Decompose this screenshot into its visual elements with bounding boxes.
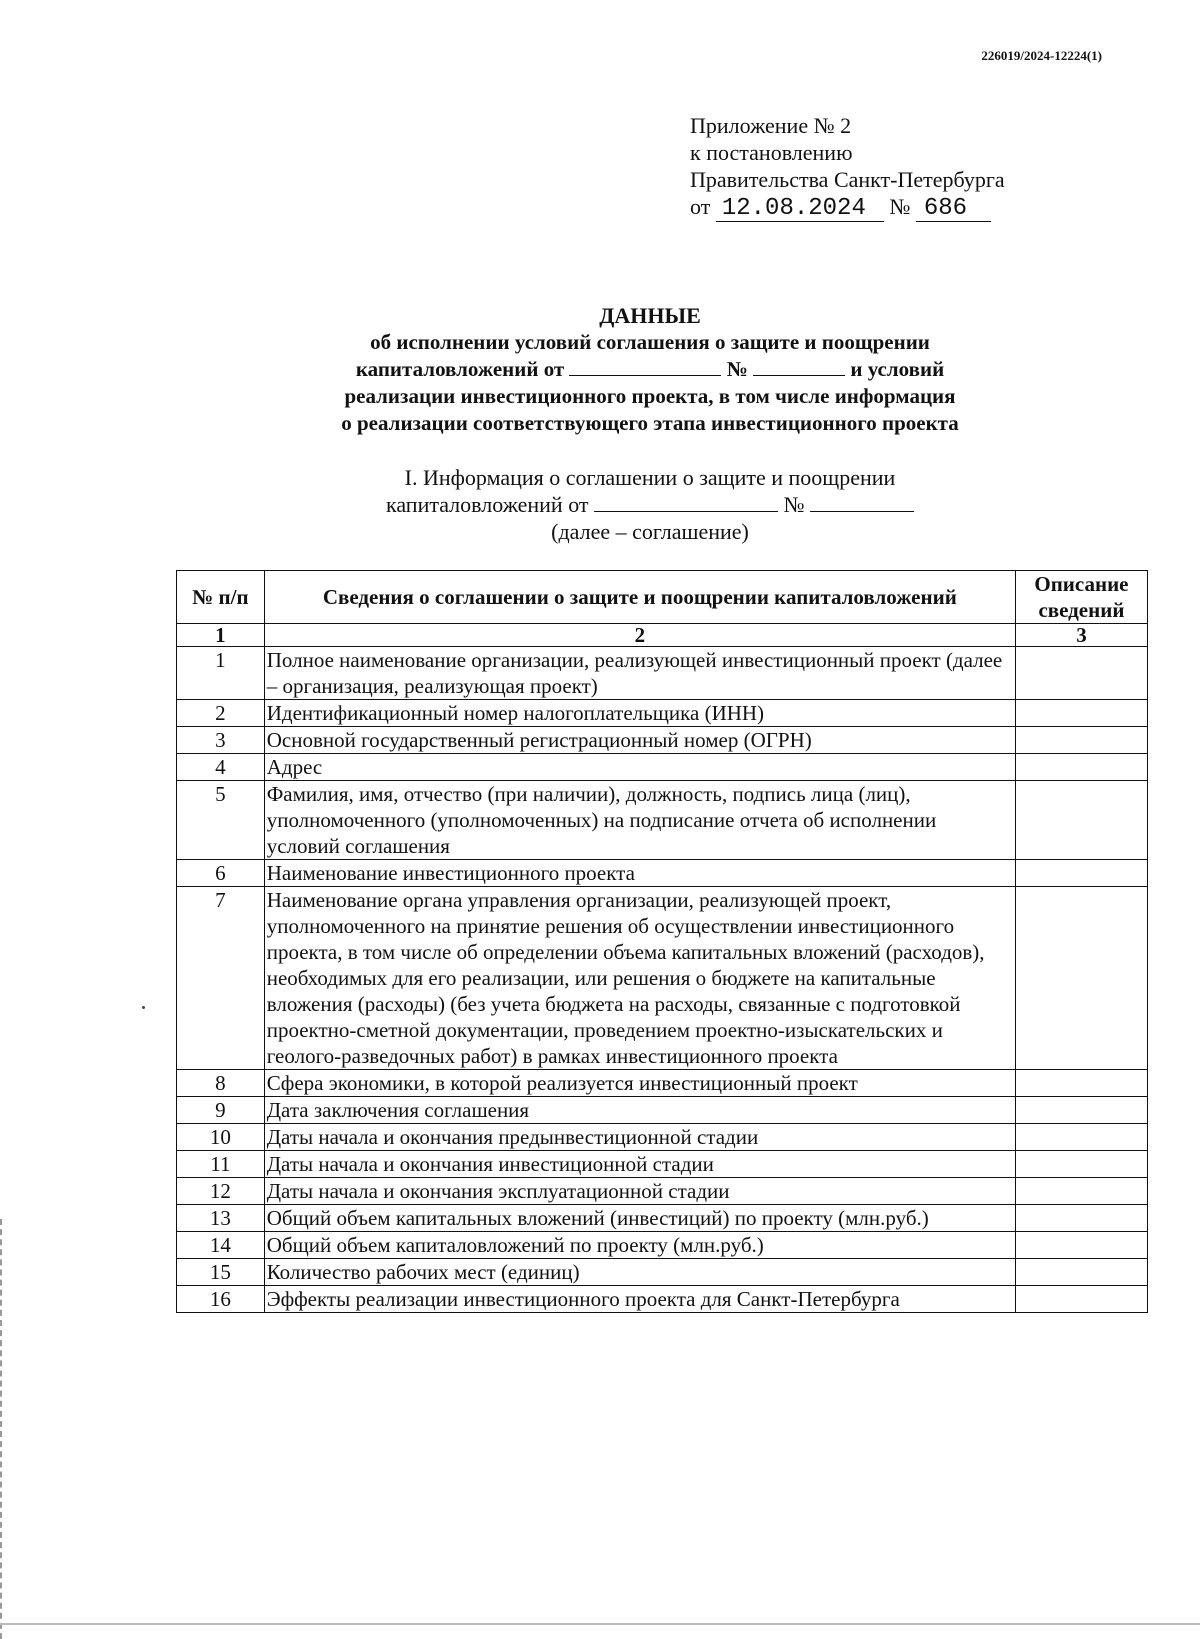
row-number: 15: [177, 1259, 265, 1286]
table-row: [177, 754, 1148, 781]
scan-speck: [142, 1006, 145, 1009]
row-value-cell: [1015, 647, 1147, 700]
section-line-2: [170, 491, 1130, 518]
row-description: Сфера экономики, в которой реализуется инвестиционный проект: [264, 1070, 1015, 1097]
date-prefix: от: [690, 194, 711, 219]
table-row: [177, 1070, 1148, 1097]
table-row: [177, 647, 1148, 700]
resolution-date: 12.08.2024: [716, 197, 884, 222]
row-description: Полное наименование организации, реализующей инвестиционный проект (далее – организация, реализующая проект): [264, 647, 1015, 700]
table-row: [177, 700, 1148, 727]
column-number-2: 2: [264, 624, 1015, 647]
row-number: 5: [177, 781, 265, 860]
column-number-row: [177, 624, 1148, 647]
resolution-number: 686: [916, 197, 991, 222]
row-number: 13: [177, 1205, 265, 1232]
scan-edge: [0, 1219, 4, 1639]
row-description: Основной государственный регистрационный номер (ОГРН): [264, 727, 1015, 754]
row-value-cell: [1015, 1124, 1147, 1151]
title-line-1: об исполнении условий соглашения о защите и поощрении: [370, 330, 930, 354]
row-description: Эффекты реализации инвестиционного проекта для Санкт-Петербурга: [264, 1286, 1015, 1313]
table-row: [177, 1124, 1148, 1151]
table-row: [177, 1097, 1148, 1124]
appendix-line-2: к постановлению: [690, 140, 853, 165]
row-value-cell: [1015, 781, 1147, 860]
row-number: 11: [177, 1151, 265, 1178]
table-header-row: [177, 571, 1148, 624]
row-description: Наименование инвестиционного проекта: [264, 860, 1015, 887]
row-value-cell: [1015, 887, 1147, 1070]
appendix-header: [690, 112, 1005, 222]
row-number: 9: [177, 1097, 265, 1124]
table-row: [177, 781, 1148, 860]
row-description: Наименование органа управления организации, реализующей проект, уполномоченного на принятие решения об осуществлении инвестиционного проекта, в том числе об определении объема капитальных вложений (расходов), необходимых для его реализации, или решения о бюджете на капитальные вложения (расходы) (без учета бюджета на расходы, связанные с подготовкой проектно-сметной документации, проведением проектно-изыскательских и геолого-разведочных работ) в рамках инвестиционного проекта: [264, 887, 1015, 1070]
title-line-4: о реализации соответствующего этапа инвестиционного проекта: [341, 411, 959, 435]
row-number: 8: [177, 1070, 265, 1097]
title-line-2-c: и условий: [850, 357, 945, 381]
section-line-2-b: №: [783, 492, 805, 517]
document-registration-code: 226019/2024-12224(1): [981, 48, 1102, 63]
row-number: 3: [177, 727, 265, 754]
header-value: Описание сведений: [1015, 571, 1147, 624]
row-value-cell: [1015, 1070, 1147, 1097]
row-description: Общий объем капиталовложений по проекту (млн.руб.): [264, 1232, 1015, 1259]
table-row: [177, 1232, 1148, 1259]
row-number: 10: [177, 1124, 265, 1151]
section-heading: [170, 464, 1130, 545]
title-line-2: [170, 356, 1130, 383]
agreement-number-blank: [753, 357, 845, 376]
document-title: [170, 302, 1130, 437]
table-body: [177, 624, 1148, 1313]
agreement-info-table: [176, 570, 1148, 1313]
column-number-1: 1: [177, 624, 265, 647]
title-line-2-a: капиталовложений от: [355, 357, 565, 381]
row-number: 12: [177, 1178, 265, 1205]
table-row: [177, 1205, 1148, 1232]
table-row: [177, 887, 1148, 1070]
row-description: Количество рабочих мест (единиц): [264, 1259, 1015, 1286]
row-value-cell: [1015, 754, 1147, 781]
row-description: Общий объем капитальных вложений (инвестиций) по проекту (млн.руб.): [264, 1205, 1015, 1232]
section-number-blank: [810, 493, 914, 512]
row-number: 4: [177, 754, 265, 781]
section-line-2-a: капиталовложений от: [385, 492, 589, 517]
title-line-2-b: №: [726, 357, 748, 381]
header-number: № п/п: [177, 571, 265, 624]
row-description: Идентификационный номер налогоплательщика (ИНН): [264, 700, 1015, 727]
section-line-1: I. Информация о соглашении о защите и поощрении: [404, 465, 896, 490]
row-value-cell: [1015, 1097, 1147, 1124]
row-number: 7: [177, 887, 265, 1070]
row-value-cell: [1015, 860, 1147, 887]
row-value-cell: [1015, 1205, 1147, 1232]
row-value-cell: [1015, 1259, 1147, 1286]
row-description: Даты начала и окончания эксплуатационной стадии: [264, 1178, 1015, 1205]
row-value-cell: [1015, 1178, 1147, 1205]
section-line-3: (далее – соглашение): [551, 519, 749, 544]
row-value-cell: [1015, 1286, 1147, 1313]
column-number-3: 3: [1015, 624, 1147, 647]
section-date-blank: [594, 493, 778, 512]
row-description: Фамилия, имя, отчество (при наличии), должность, подпись лица (лиц), уполномоченного (уполномоченных) на подписание отчета об исполнении условий соглашения: [264, 781, 1015, 860]
title-line-3: реализации инвестиционного проекта, в том числе информация: [344, 384, 956, 408]
agreement-date-blank: [569, 357, 721, 376]
row-number: 6: [177, 860, 265, 887]
title-main: ДАННЫЕ: [599, 303, 701, 328]
table-row: [177, 727, 1148, 754]
appendix-line-3: Правительства Санкт-Петербурга: [690, 167, 1005, 192]
row-number: 1: [177, 647, 265, 700]
row-description: Адрес: [264, 754, 1015, 781]
table-row: [177, 1151, 1148, 1178]
row-description: Даты начала и окончания инвестиционной стадии: [264, 1151, 1015, 1178]
table-row: [177, 1259, 1148, 1286]
row-value-cell: [1015, 700, 1147, 727]
scan-bottom-line: [0, 1623, 1200, 1625]
row-description: Дата заключения соглашения: [264, 1097, 1015, 1124]
row-number: 2: [177, 700, 265, 727]
row-value-cell: [1015, 1151, 1147, 1178]
row-number: 16: [177, 1286, 265, 1313]
table-row: [177, 1286, 1148, 1313]
appendix-line-1: Приложение № 2: [690, 113, 852, 138]
appendix-date-line: [690, 193, 1005, 222]
row-description: Даты начала и окончания предынвестиционной стадии: [264, 1124, 1015, 1151]
header-description: Сведения о соглашении о защите и поощрении капиталовложений: [264, 571, 1015, 624]
row-value-cell: [1015, 727, 1147, 754]
table-row: [177, 860, 1148, 887]
table-row: [177, 1178, 1148, 1205]
row-value-cell: [1015, 1232, 1147, 1259]
row-number: 14: [177, 1232, 265, 1259]
number-prefix: №: [889, 194, 911, 219]
